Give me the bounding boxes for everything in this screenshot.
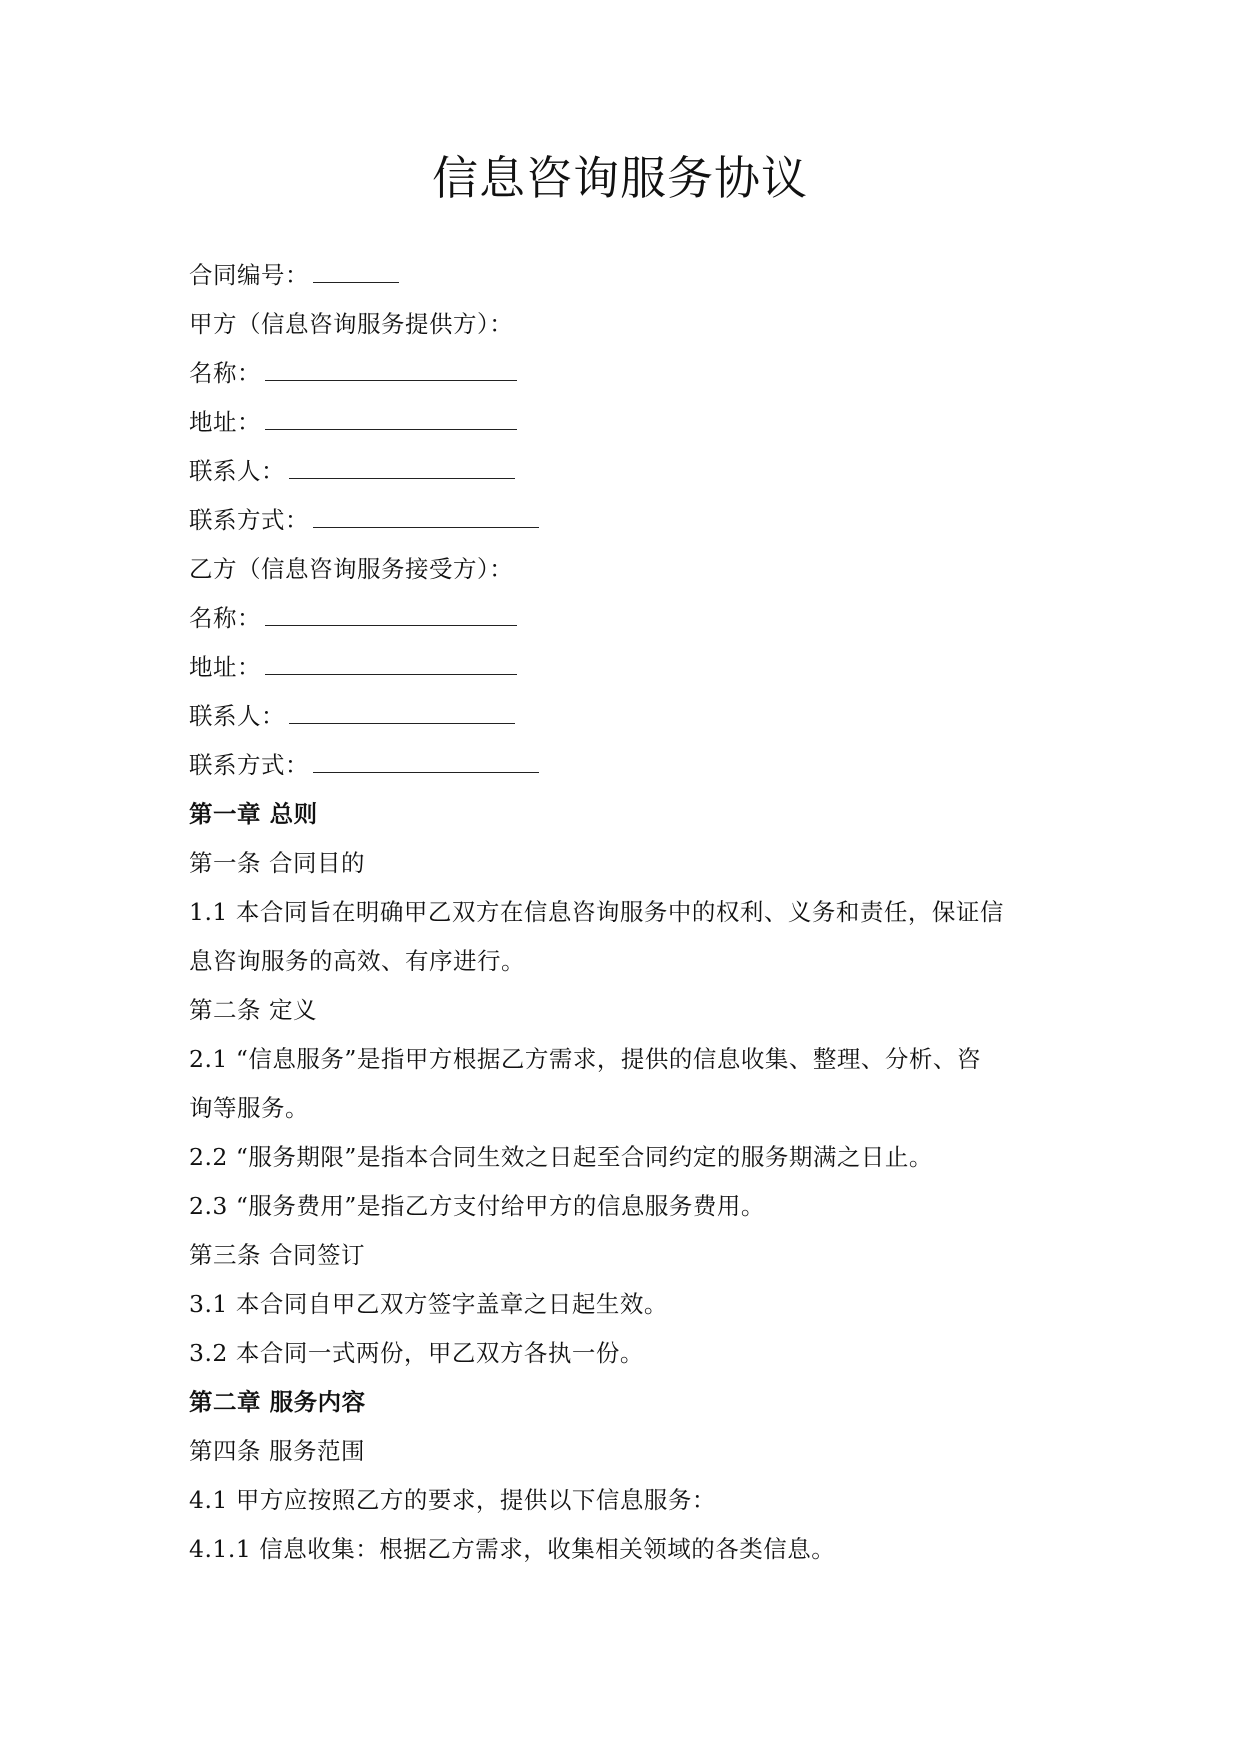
clause-1-1-line-1: 1.1 本合同旨在明确甲乙双方在信息咨询服务中的权利、义务和责任，保证信	[189, 898, 1004, 926]
party-b-name-label: 名称：	[189, 604, 261, 632]
party-a-contact-method-blank	[313, 505, 539, 528]
party-b-name-blank	[265, 603, 517, 626]
contract-number-line	[189, 251, 1059, 300]
article-4-heading: 第四条 服务范围	[189, 1437, 365, 1465]
party-a-contact-person-label: 联系人：	[189, 457, 285, 485]
party-b-name-line	[189, 594, 1059, 643]
clause-4-1-1: 4.1.1 信息收集：根据乙方需求，收集相关领域的各类信息。	[189, 1535, 836, 1563]
clause-2-1-line-1: 2.1 “信息服务”是指甲方根据乙方需求，提供的信息收集、整理、分析、咨	[189, 1045, 981, 1073]
contract-number-label: 合同编号：	[189, 261, 309, 289]
party-a-contact-method-line	[189, 496, 1059, 545]
party-b-address-label: 地址：	[189, 653, 261, 681]
article-3-heading: 第三条 合同签订	[189, 1241, 365, 1269]
chapter-1-heading: 第一章 总则	[189, 800, 318, 828]
party-b-contact-person-blank	[289, 701, 515, 724]
clause-3-2: 3.2 本合同一式两份，甲乙双方各执一份。	[189, 1339, 644, 1367]
party-a-contact-person-line	[189, 447, 1059, 496]
party-b-heading: 乙方（信息咨询服务接受方）：	[189, 555, 514, 583]
party-b-contact-method-blank	[313, 750, 539, 773]
article-2-heading: 第二条 定义	[189, 996, 317, 1024]
party-a-name-line	[189, 349, 1059, 398]
contract-number-blank	[313, 260, 399, 283]
article-1-heading: 第一条 合同目的	[189, 849, 365, 877]
party-b-contact-person-line	[189, 692, 1059, 741]
clause-2-1-line-2: 询等服务。	[189, 1094, 309, 1122]
party-a-heading: 甲方（信息咨询服务提供方）：	[189, 310, 514, 338]
party-b-contact-method-line	[189, 741, 1059, 790]
party-a-contact-person-blank	[289, 456, 515, 479]
party-b-contact-method-label: 联系方式：	[189, 751, 309, 779]
party-a-name-blank	[265, 358, 517, 381]
party-b-address-line	[189, 643, 1059, 692]
party-a-name-label: 名称：	[189, 359, 261, 387]
party-a-address-line	[189, 398, 1059, 447]
party-b-contact-person-label: 联系人：	[189, 702, 285, 730]
party-a-address-label: 地址：	[189, 408, 261, 436]
document-body	[189, 251, 1059, 1574]
clause-3-1: 3.1 本合同自甲乙双方签字盖章之日起生效。	[189, 1290, 668, 1318]
clause-1-1-line-2: 息咨询服务的高效、有序进行。	[189, 947, 525, 975]
chapter-2-heading: 第二章 服务内容	[189, 1388, 366, 1416]
party-a-contact-method-label: 联系方式：	[189, 506, 309, 534]
party-b-address-blank	[265, 652, 517, 675]
clause-2-2: 2.2 “服务期限”是指本合同生效之日起至合同约定的服务期满之日止。	[189, 1143, 933, 1171]
party-a-address-blank	[265, 407, 517, 430]
document-title: 信息咨询服务协议	[432, 151, 808, 205]
clause-2-3: 2.3 “服务费用”是指乙方支付给甲方的信息服务费用。	[189, 1192, 765, 1220]
clause-4-1: 4.1 甲方应按照乙方的要求，提供以下信息服务：	[189, 1486, 716, 1514]
